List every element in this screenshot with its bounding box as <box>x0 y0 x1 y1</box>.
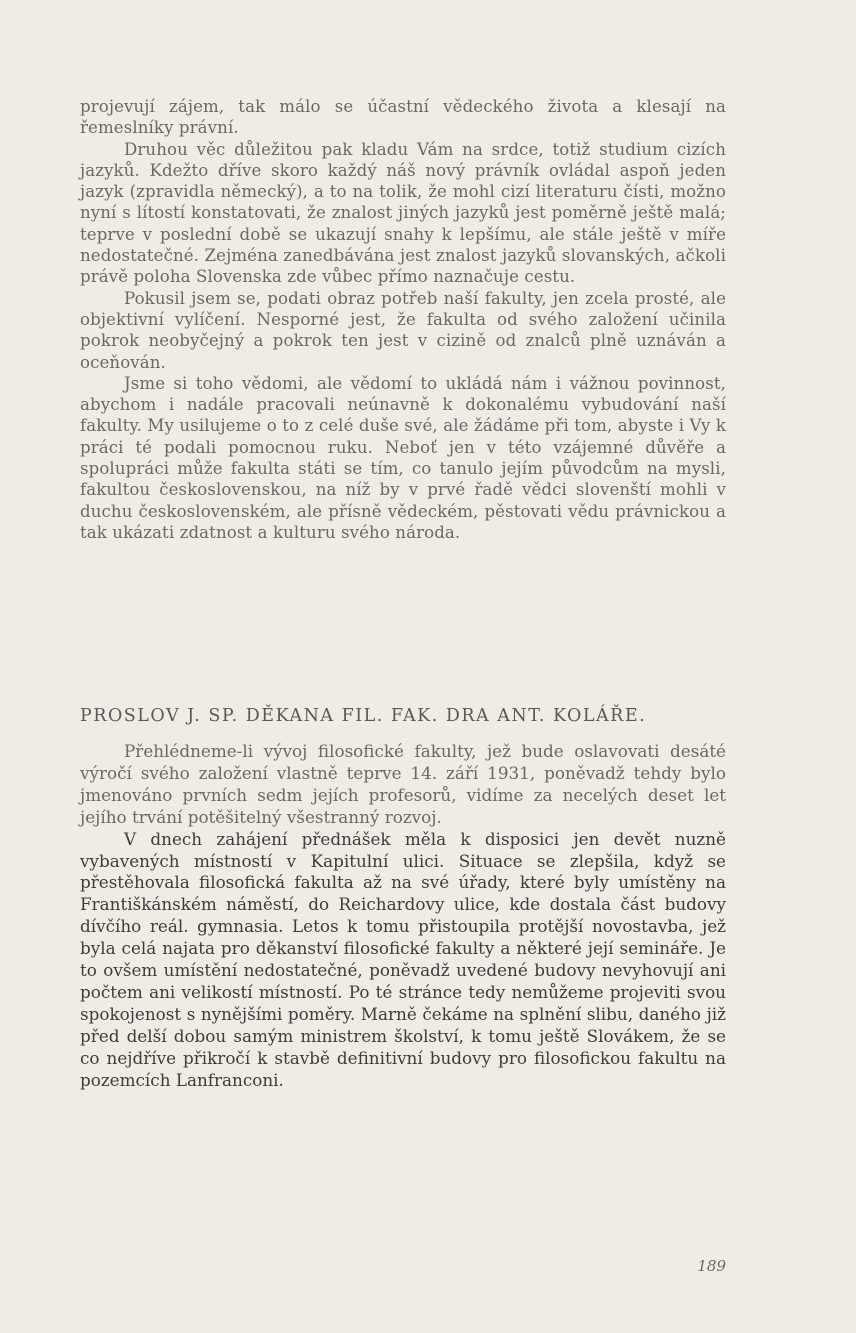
speech-heading: PROSLOV J. SP. DĚKANA FIL. FAK. DRA ANT. KOLÁŘE. <box>80 706 647 726</box>
paragraph: Jsme si toho vědomi, ale vědomí to ukládá nám i vážnou povinnost, abychom i nadále pracovali neúnavně k dokonalému vybudování naší fakulty. My usilujeme o to z celé duše své, ale žádáme při tom, abyste i Vy k práci té podali pomocnou ruku. Neboť jen v této vzájemné důvěře a spolupráci může fakulta státi se tím, co tanulo jejím původcům na mysli, fakultou československou, na níž by v prvé řadě vědci slovenští mohli v duchu československém, ale přísně vědeckém, pěstovati vědu právnickou a tak ukázati zdatnost a kulturu svého národa. <box>80 373 726 542</box>
page-number: 189 <box>697 1257 726 1275</box>
paragraph: Pokusil jsem se, podati obraz potřeb naší fakulty, jen zcela prosté, ale objektivní vylíčení. Nesporné jest, že fakulta od svého založení učinila pokrok neobyčejný a pokrok ten jest v cizině od znalců plně uznáván a oceňován. <box>80 288 726 372</box>
paragraph: projevují zájem, tak málo se účastní vědeckého života a klesají na řemeslníky právní. <box>80 97 726 138</box>
paragraph: V dnech zahájení přednášek měla k disposici jen devět nuzně vybavených místností v Kapitulní ulici. Situace se zlepšila, když se přestěhovala filosofická fakulta až na své úřady, které byly umístěny na Františkánském náměstí, do Reichardovy ulice, kde dostala část budovy dívčího reál. gymnasia. Letos k tomu přistoupila protější novostavba, jež byla celá najata pro děkanství filosofické fakulty a některé její semináře. Je to ovšem umístění nedostatečné, poněvadž uvedené budovy nevyhovují ani počtem ani velikostí místností. Po té stránce tedy nemůžeme projeviti svou spokojenost s nynějšími poměry. Marně čekáme na splnění slibu, daného již před delší dobou samým ministrem školství, k tomu ještě Slovákem, že se co nejdříve přikročí k stavbě definitivní budovy pro filosofickou fakultu na pozemcích Lanfranconi. <box>80 828 726 1090</box>
paragraph: Přehlédneme-li vývoj filosofické fakulty, jež bude oslavovati desáté výročí svého založení vlastně teprve 14. září 1931, poněvadž tehdy bylo jmenováno prvních sedm jejích profesorů, vidíme za necelých deset let jejího trvání potěšitelný všestranný rozvoj. <box>80 741 726 827</box>
paragraph: Druhou věc důležitou pak kladu Vám na srdce, totiž studium cizích jazyků. Kdežto dříve skoro každý náš nový právník ovládal aspoň jeden jazyk (zpravidla německý), a to na tolik, že mohl cizí literaturu čísti, možno nyní s lítostí konstatovati, že znalost jiných jazyků jest poměrně ještě malá; teprve v poslední době se ukazují snahy k lepšímu, ale stále ještě v míře nedostatečné. Zejména zanedbávána jest znalost jazyků slovanských, ačkoli právě poloha Slovenska zde vůbec přímo naznačuje cestu. <box>80 139 726 287</box>
section-philosophy-faculty-text <box>80 741 726 1092</box>
section-law-faculty-text <box>80 96 726 543</box>
